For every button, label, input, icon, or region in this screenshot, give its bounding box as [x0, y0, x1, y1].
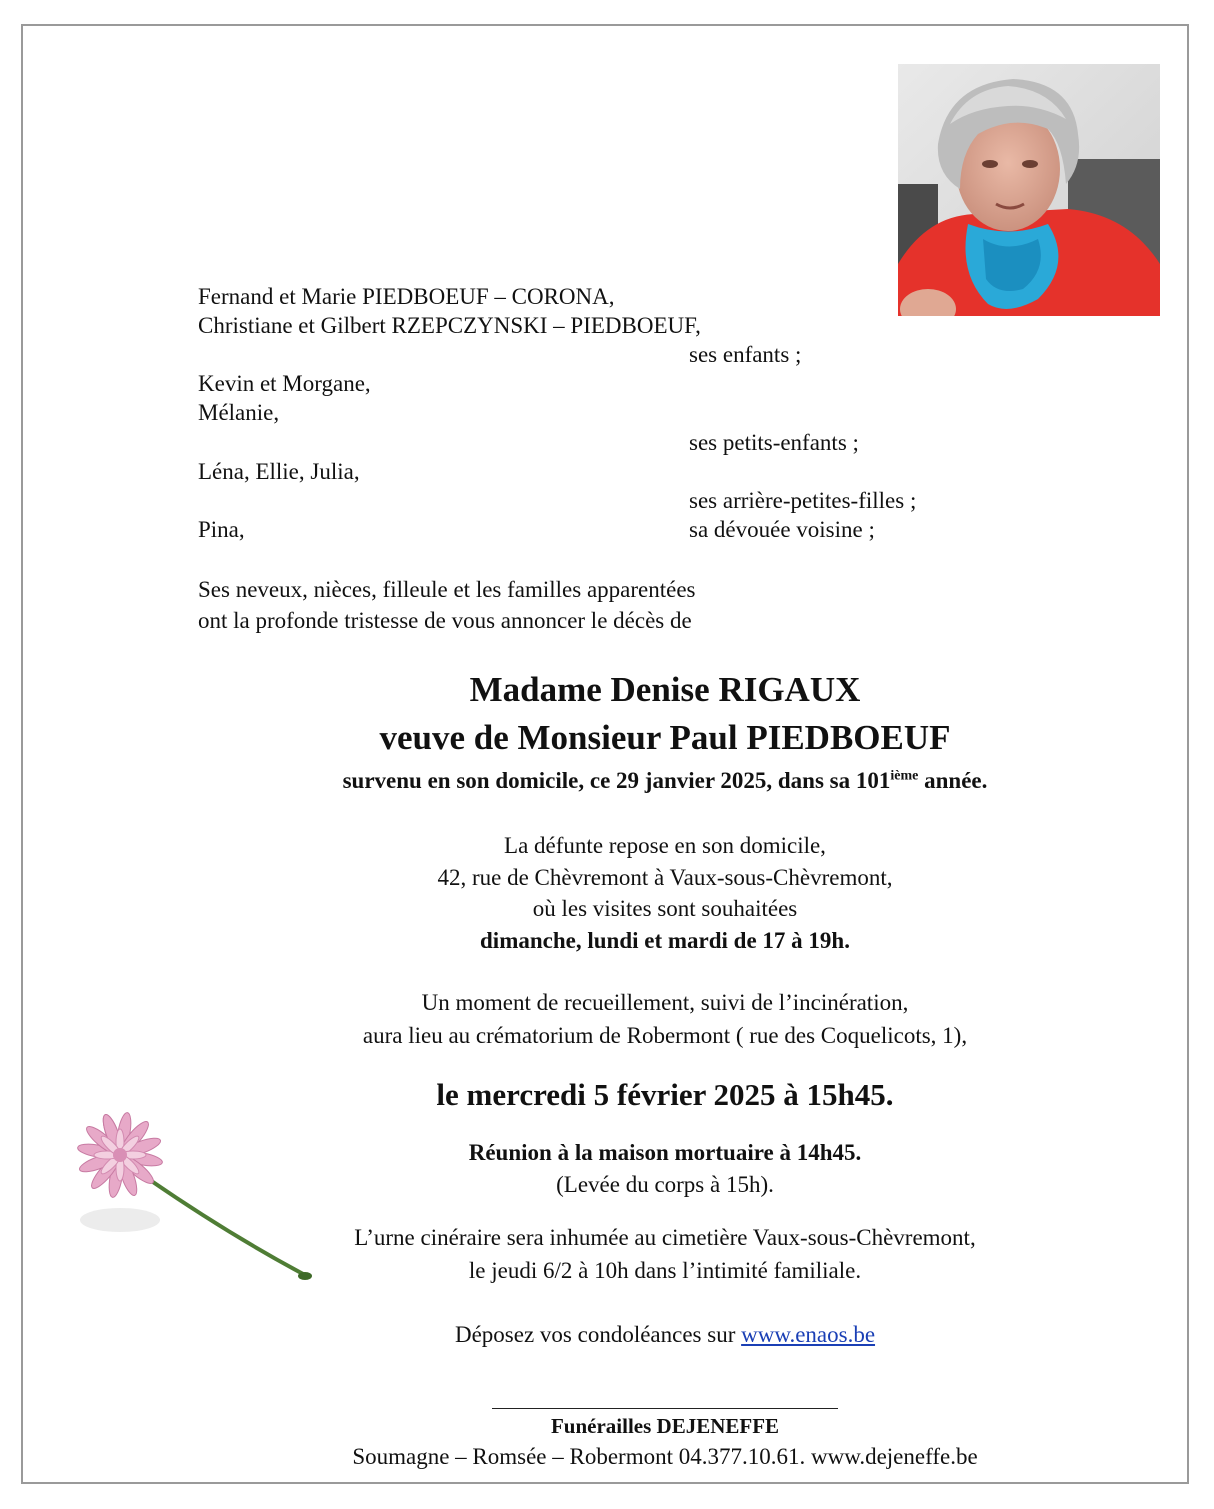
death-line-sup: ième: [890, 768, 919, 784]
grandchildren-role: ses petits-enfants ;: [689, 430, 859, 455]
deceased-name: Madame Denise RIGAUX: [469, 670, 861, 709]
children-line-1: Fernand et Marie PIEDBOEUF – CORONA,: [198, 284, 615, 309]
burial-line-1: L’urne cinéraire sera inhumée au cimetière Vaux-sous-Chèvremont,: [354, 1225, 976, 1250]
grandchildren-line-1: Kevin et Morgane,: [198, 371, 371, 396]
widow-of: veuve de Monsieur Paul PIEDBOEUF: [379, 718, 951, 757]
visitation-line-3: où les visites sont souhaitées: [532, 896, 798, 921]
ceremony-line-2: aura lieu au crématorium de Robermont ( rue des Coquelicots, 1),: [362, 1023, 968, 1048]
death-line-end: année.: [918, 768, 988, 793]
ceremony-date: le mercredi 5 février 2025 à 15h45.: [436, 1077, 894, 1112]
relatives-line-2: ont la profonde tristesse de vous annoncer le décès de: [198, 608, 692, 633]
burial-line-2: le jeudi 6/2 à 10h dans l’intimité familiale.: [468, 1258, 862, 1283]
children-role: ses enfants ;: [689, 342, 802, 367]
footer-contact: Soumagne – Romsée – Robermont 04.377.10.61. www.dejeneffe.be: [352, 1444, 978, 1469]
ceremony-line-1: Un moment de recueillement, suivi de l’incinération,: [421, 990, 909, 1015]
relatives-line-1: Ses neveux, nièces, filleule et les familles apparentées: [198, 577, 696, 602]
children-line-2: Christiane et Gilbert RZEPCZYNSKI – PIEDBOEUF,: [198, 313, 701, 338]
pink-flower-icon: [60, 1110, 320, 1290]
footer-company: Funérailles DEJENEFFE: [550, 1414, 780, 1438]
greatgrandchildren-role: ses arrière-petites-filles ;: [689, 488, 917, 513]
meeting-line: Réunion à la maison mortuaire à 14h45.: [468, 1140, 862, 1165]
visitation-line-1: La défunte repose en son domicile,: [504, 833, 826, 858]
visitation-hours: dimanche, lundi et mardi de 17 à 19h.: [480, 928, 850, 953]
portrait-photo: [898, 64, 1160, 316]
levee-line: (Levée du corps à 15h).: [556, 1172, 774, 1197]
death-line-start: survenu en son domicile, ce 29 janvier 2025, dans sa 101: [342, 768, 891, 793]
death-line: [130, 768, 1200, 794]
greatgrandchildren-line: Léna, Ellie, Julia,: [198, 459, 360, 484]
neighbour-name: Pina,: [198, 517, 245, 542]
condolences-text: Déposez vos condoléances sur: [454, 1322, 742, 1347]
footer-divider: [492, 1408, 838, 1409]
visitation-line-2: 42, rue de Chèvremont à Vaux-sous-Chèvremont,: [437, 865, 893, 890]
grandchildren-line-2: Mélanie,: [198, 400, 280, 425]
condolences-link[interactable]: www.enaos.be: [741, 1322, 876, 1347]
condolences-line: [130, 1320, 1200, 1349]
neighbour-role: sa dévouée voisine ;: [689, 517, 875, 542]
